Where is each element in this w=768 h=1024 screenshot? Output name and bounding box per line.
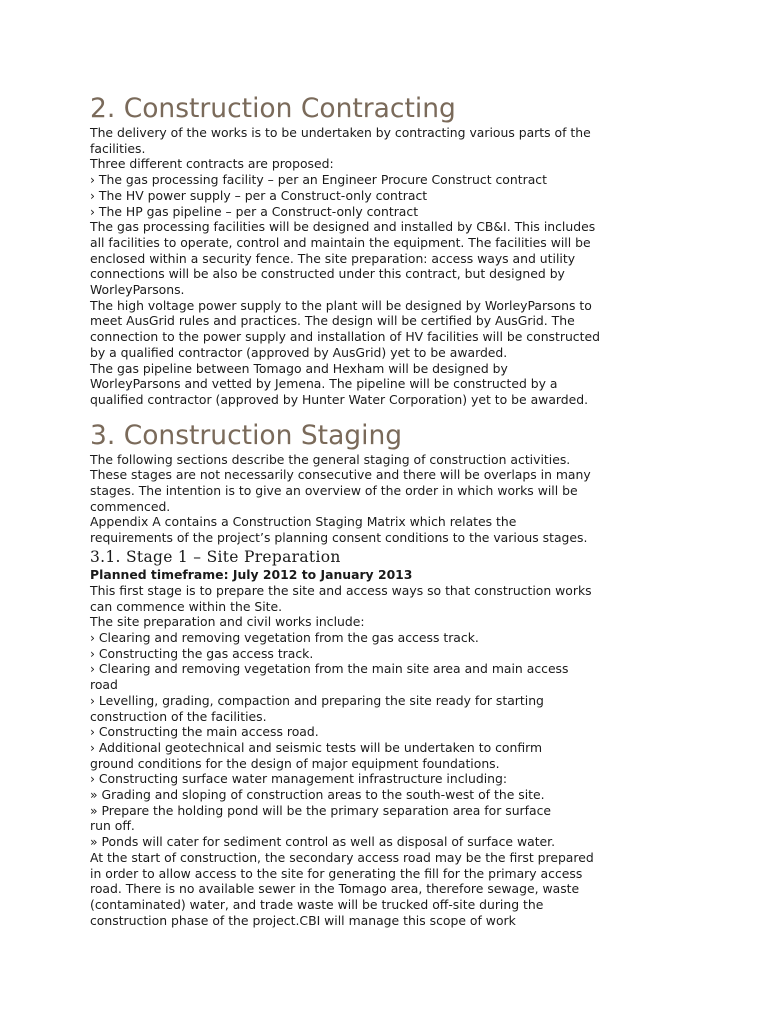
- paragraph-line: facilities.: [90, 140, 146, 156]
- paragraph-line: WorleyParsons.: [90, 282, 185, 298]
- paragraph-line: qualified contractor (approved by Hunter Water Corporation) yet to be awarded.: [90, 391, 589, 407]
- paragraph-line: road. There is no available sewer in the Tomago area, therefore sewage, waste: [90, 881, 580, 897]
- paragraph-line: connection to the power supply and installation of HV facilities will be constructed: [90, 329, 600, 345]
- bullet-item: › Constructing the main access road.: [90, 724, 319, 740]
- sub-bullet-item: » Ponds will cater for sediment control as well as disposal of surface water.: [90, 834, 556, 850]
- paragraph-line: meet AusGrid rules and practices. The design will be certified by AusGrid. The: [90, 313, 575, 329]
- section-3-heading: 3. Construction Staging: [90, 419, 403, 451]
- sub-bullet-item: » Grading and sloping of construction areas to the south-west of the site.: [90, 787, 545, 803]
- bullet-item: › The gas processing facility – per an Engineer Procure Construct contract: [90, 172, 547, 188]
- bullet-item: › The HP gas pipeline – per a Construct-only contract: [90, 203, 419, 219]
- paragraph-line: can commence within the Site.: [90, 598, 283, 614]
- paragraph-line: These stages are not necessarily consecutive and there will be overlaps in many: [90, 467, 591, 483]
- paragraph-line: The high voltage power supply to the plant will be designed by WorleyParsons to: [90, 297, 592, 313]
- sub-bullet-item: » Prepare the holding pond will be the primary separation area for surface: [90, 802, 552, 818]
- paragraph-line: The site preparation and civil works include:: [90, 614, 365, 630]
- stage-1-body: [90, 583, 710, 928]
- document-page: [90, 90, 710, 928]
- bullet-item: › Clearing and removing vegetation from the gas access track.: [90, 629, 479, 645]
- paragraph-line: (contaminated) water, and trade waste will be trucked off-site during the: [90, 896, 544, 912]
- paragraph-line: The delivery of the works is to be undertaken by contracting various parts of the: [90, 125, 591, 140]
- paragraph-line: stages. The intention is to give an overview of the order in which works will be: [90, 483, 578, 499]
- bullet-item: › Constructing the gas access track.: [90, 645, 314, 661]
- paragraph-line: The gas pipeline between Tomago and Hexham will be designed by: [90, 360, 508, 376]
- stage-1-heading: 3.1. Stage 1 – Site Preparation: [90, 547, 341, 566]
- paragraph-line: by a qualified contractor (approved by AusGrid) yet to be awarded.: [90, 344, 508, 360]
- bullet-item: › The HV power supply – per a Construct-only contract: [90, 187, 428, 203]
- paragraph-line: The following sections describe the general staging of construction activities.: [90, 451, 571, 467]
- section-2-body: [90, 125, 710, 408]
- paragraph-line: enclosed within a security fence. The site preparation: access ways and utility: [90, 250, 576, 266]
- paragraph-line: This first stage is to prepare the site and access ways so that construction works: [90, 582, 592, 598]
- paragraph-line: all facilities to operate, control and maintain the equipment. The facilities will be: [90, 234, 591, 250]
- paragraph-line: in order to allow access to the site for generating the fill for the primary access: [90, 865, 583, 881]
- bullet-item: › Constructing surface water management infrastructure including:: [90, 771, 508, 787]
- paragraph-line: requirements of the project’s planning consent conditions to the various stages.: [90, 530, 588, 546]
- sub-bullet-item: run off.: [90, 818, 135, 834]
- paragraph-line: commenced.: [90, 498, 171, 514]
- paragraph-line: construction phase of the project.CBI will manage this scope of work: [90, 912, 516, 928]
- bullet-item: ground conditions for the design of major equipment foundations.: [90, 755, 500, 771]
- bullet-item: › Levelling, grading, compaction and preparing the site ready for starting: [90, 692, 544, 708]
- section-2-heading: 2. Construction Contracting: [90, 93, 456, 124]
- bullet-item: road: [90, 677, 118, 693]
- bullet-item: construction of the facilities.: [90, 708, 267, 724]
- paragraph-line: connections will be also be constructed under this contract, but designed by: [90, 266, 565, 282]
- paragraph-line: Three different contracts are proposed:: [90, 156, 334, 172]
- paragraph-line: At the start of construction, the secondary access road may be the first prepared: [90, 849, 594, 865]
- planned-timeframe: Planned timeframe: July 2012 to January 2013: [90, 566, 413, 582]
- bullet-item: › Clearing and removing vegetation from the main site area and main access: [90, 661, 569, 677]
- section-3-body: [90, 452, 710, 546]
- paragraph-line: The gas processing facilities will be designed and installed by CB&I. This includes: [90, 219, 596, 235]
- paragraph-line: WorleyParsons and vetted by Jemena. The pipeline will be constructed by a: [90, 376, 558, 392]
- bullet-item: › Additional geotechnical and seismic tests will be undertaken to confirm: [90, 739, 543, 755]
- paragraph-line: Appendix A contains a Construction Staging Matrix which relates the: [90, 514, 517, 530]
